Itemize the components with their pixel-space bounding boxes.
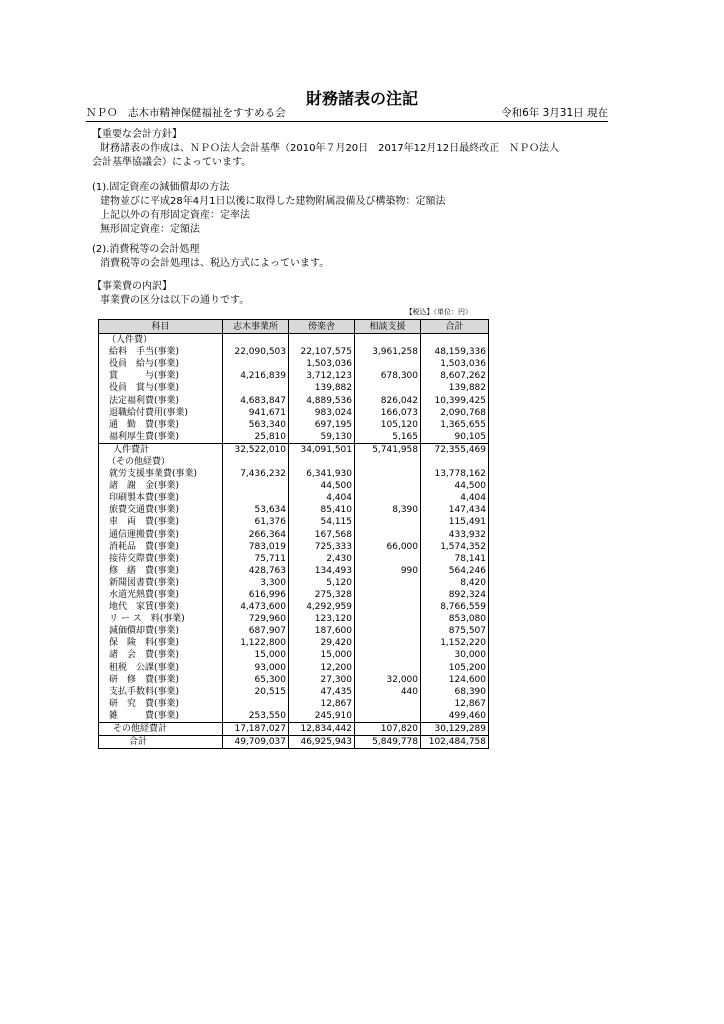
cell-value: 5,849,778	[355, 736, 421, 749]
cell-value: 22,107,575	[289, 346, 355, 358]
table-row	[99, 394, 489, 406]
cell-value: 29,420	[289, 637, 355, 649]
cell-value	[355, 698, 421, 710]
cell-value: 253,550	[223, 710, 289, 723]
cell-value: 75,711	[223, 553, 289, 565]
table-row	[99, 541, 489, 553]
cell-value	[223, 698, 289, 710]
tax-section	[92, 243, 329, 271]
cell-value	[223, 480, 289, 492]
policy-line-2: 会計基準協議会）によっています。	[92, 157, 252, 168]
cell-value	[421, 456, 489, 468]
row-label: リ ー ス 料(事業)	[99, 613, 223, 625]
column-header: 合計	[421, 320, 489, 334]
as-of-date: 令和6年 3月31日 現在	[501, 107, 608, 119]
cell-value: 616,996	[223, 589, 289, 601]
cell-value: 44,500	[289, 480, 355, 492]
cell-value	[223, 334, 289, 347]
cell-value: 433,932	[421, 529, 489, 541]
row-label: 合計	[99, 736, 223, 749]
table-row	[99, 625, 489, 637]
row-label: 通 勤 費(事業)	[99, 419, 223, 431]
cell-value: 1,122,800	[223, 637, 289, 649]
cell-value: 66,000	[355, 541, 421, 553]
cell-value: 8,607,262	[421, 370, 489, 382]
table-row	[99, 553, 489, 565]
cell-value: 678,300	[355, 370, 421, 382]
cell-value: 166,073	[355, 407, 421, 419]
cell-value: 61,376	[223, 516, 289, 528]
table-row	[99, 589, 489, 601]
cell-value	[355, 625, 421, 637]
cell-value: 53,634	[223, 504, 289, 516]
cell-value: 428,763	[223, 565, 289, 577]
column-header: 科目	[99, 320, 223, 334]
cell-value	[355, 637, 421, 649]
table-row	[99, 382, 489, 394]
cell-value: 275,328	[289, 589, 355, 601]
cell-value: 564,246	[421, 565, 489, 577]
cell-value: 4,216,839	[223, 370, 289, 382]
cell-value: 65,300	[223, 674, 289, 686]
row-label: 修 繕 費(事業)	[99, 565, 223, 577]
cell-value: 123,120	[289, 613, 355, 625]
row-label: 法定福利費(事業)	[99, 394, 223, 406]
cell-value	[355, 577, 421, 589]
cell-value: 5,165	[355, 431, 421, 444]
cell-value: 826,042	[355, 394, 421, 406]
row-label: 就労支援事業費(事業)	[99, 468, 223, 480]
cell-value: 563,340	[223, 419, 289, 431]
cell-value: 4,404	[421, 492, 489, 504]
table-row	[99, 492, 489, 504]
table-row	[99, 407, 489, 419]
policy-line-1: 財務諸表の作成は、ＮＰＯ法人会計基準（2010年７月20日 2017年12月12日最終改正 ＮＰＯ法人	[100, 143, 560, 154]
table-row	[99, 370, 489, 382]
cell-value: 4,473,600	[223, 601, 289, 613]
cell-value: 245,910	[289, 710, 355, 723]
cell-value	[355, 613, 421, 625]
row-label: 役員 給与(事業)	[99, 358, 223, 370]
cell-value: 4,683,847	[223, 394, 289, 406]
row-label: 旅費交通費(事業)	[99, 504, 223, 516]
cell-value: 499,460	[421, 710, 489, 723]
cell-value: 1,503,036	[289, 358, 355, 370]
cell-value: 107,820	[355, 723, 421, 736]
cell-value	[289, 456, 355, 468]
cell-value: 115,491	[421, 516, 489, 528]
cell-value	[223, 382, 289, 394]
expenses-section	[92, 280, 249, 308]
row-label: 接待交際費(事業)	[99, 553, 223, 565]
cell-value: 20,515	[223, 686, 289, 698]
cell-value: 13,778,162	[421, 468, 489, 480]
cell-value	[421, 334, 489, 347]
cell-value: 12,834,442	[289, 723, 355, 736]
cell-value: 12,867	[289, 698, 355, 710]
cell-value	[355, 589, 421, 601]
table-row	[99, 710, 489, 723]
cell-value: 25,810	[223, 431, 289, 444]
row-label: 雑 費(事業)	[99, 710, 223, 723]
row-label: 研 究 費(事業)	[99, 698, 223, 710]
table-row	[99, 346, 489, 358]
row-label: 福利厚生費(事業)	[99, 431, 223, 444]
cell-value: 1,365,655	[421, 419, 489, 431]
cell-value: 8,390	[355, 504, 421, 516]
cell-value	[355, 492, 421, 504]
cell-value: 47,435	[289, 686, 355, 698]
row-label: 支払手数料(事業)	[99, 686, 223, 698]
cell-value: 5,741,958	[355, 443, 421, 456]
cell-value	[355, 649, 421, 661]
cell-value: 3,961,258	[355, 346, 421, 358]
cell-value	[223, 358, 289, 370]
row-label: 賞 与(事業)	[99, 370, 223, 382]
cell-value: 30,129,289	[421, 723, 489, 736]
table-row	[99, 419, 489, 431]
cell-value: 2,430	[289, 553, 355, 565]
cell-value	[355, 334, 421, 347]
cell-value: 687,907	[223, 625, 289, 637]
row-label: その他経費計	[99, 723, 223, 736]
cell-value: 15,000	[223, 649, 289, 661]
row-label: 退職給付費用(事業)	[99, 407, 223, 419]
cell-value	[355, 358, 421, 370]
table-row	[99, 674, 489, 686]
cell-value: 5,120	[289, 577, 355, 589]
tax-line: 消費税等の会計処理は、税込方式によっています。	[100, 258, 330, 269]
cell-value: 22,090,503	[223, 346, 289, 358]
table-row	[99, 637, 489, 649]
cell-value: 7,436,232	[223, 468, 289, 480]
fixed-assets-section	[92, 181, 445, 237]
table-row	[99, 649, 489, 661]
row-label: 給料 手当(事業)	[99, 346, 223, 358]
cell-value: 4,889,536	[289, 394, 355, 406]
unit-note: 【税込】（単位：円）	[405, 308, 472, 316]
table-row	[99, 723, 489, 736]
table-row	[99, 443, 489, 456]
cell-value: 12,867	[421, 698, 489, 710]
cell-value: 6,341,930	[289, 468, 355, 480]
table-row	[99, 736, 489, 749]
table-row	[99, 468, 489, 480]
cell-value	[223, 492, 289, 504]
table-row	[99, 577, 489, 589]
row-label: 租税 公課(事業)	[99, 662, 223, 674]
column-header: 傍楽舎	[289, 320, 355, 334]
cell-value: 1,574,352	[421, 541, 489, 553]
cell-value	[289, 334, 355, 347]
cell-value: 93,000	[223, 662, 289, 674]
cell-value: 44,500	[421, 480, 489, 492]
fixed-assets-heading: (1).固定資産の減価償却の方法	[92, 182, 230, 193]
cell-value: 85,410	[289, 504, 355, 516]
row-label: 諸 会 費(事業)	[99, 649, 223, 661]
cell-value	[223, 456, 289, 468]
column-header: 志木事業所	[223, 320, 289, 334]
cell-value: 78,141	[421, 553, 489, 565]
cell-value: 134,493	[289, 565, 355, 577]
cell-value	[355, 516, 421, 528]
row-label: 水道光熱費(事業)	[99, 589, 223, 601]
row-label: 保 険 料(事業)	[99, 637, 223, 649]
table-row	[99, 504, 489, 516]
table-row	[99, 686, 489, 698]
cell-value: 729,960	[223, 613, 289, 625]
cell-value	[355, 382, 421, 394]
cell-value: 10,399,425	[421, 394, 489, 406]
column-header: 相談支援	[355, 320, 421, 334]
table-row	[99, 601, 489, 613]
row-label: 消耗品 費(事業)	[99, 541, 223, 553]
fixed-assets-line-1: 建物並びに平成28年4月1日以後に取得した建物附属設備及び構築物：定額法	[100, 196, 446, 207]
table-row	[99, 334, 489, 347]
cell-value: 8,766,559	[421, 601, 489, 613]
cell-value: 17,187,027	[223, 723, 289, 736]
cell-value: 983,024	[289, 407, 355, 419]
row-label: 新聞図書費(事業)	[99, 577, 223, 589]
row-label: 通信運搬費(事業)	[99, 529, 223, 541]
row-label: （その他経費）	[99, 456, 223, 468]
cell-value: 32,000	[355, 674, 421, 686]
cell-value: 4,292,959	[289, 601, 355, 613]
policy-heading: 【重要な会計方針】	[92, 129, 182, 140]
table-row	[99, 480, 489, 492]
expenses-heading: 【事業費の内訳】	[92, 281, 172, 292]
cell-value: 139,882	[289, 382, 355, 394]
cell-value: 68,390	[421, 686, 489, 698]
row-label: 人件費計	[99, 443, 223, 456]
cell-value: 48,159,336	[421, 346, 489, 358]
cell-value: 46,925,943	[289, 736, 355, 749]
cell-value: 697,195	[289, 419, 355, 431]
table-row	[99, 698, 489, 710]
cell-value: 440	[355, 686, 421, 698]
expenses-line: 事業費の区分は以下の通りです。	[100, 295, 250, 306]
cell-value	[355, 529, 421, 541]
cell-value: 105,200	[421, 662, 489, 674]
cell-value: 147,434	[421, 504, 489, 516]
cell-value: 124,600	[421, 674, 489, 686]
table-row	[99, 456, 489, 468]
table-row	[99, 613, 489, 625]
cell-value: 54,115	[289, 516, 355, 528]
table-row	[99, 516, 489, 528]
table-header-row	[99, 320, 489, 334]
cell-value: 1,503,036	[421, 358, 489, 370]
row-label: 研 修 費(事業)	[99, 674, 223, 686]
cell-value: 49,709,037	[223, 736, 289, 749]
organization-name: ＮＰＯ 志木市精神保健福祉をすすめる会	[86, 107, 286, 119]
cell-value: 90,105	[421, 431, 489, 444]
cell-value: 12,200	[289, 662, 355, 674]
cell-value: 187,600	[289, 625, 355, 637]
cell-value: 725,333	[289, 541, 355, 553]
cell-value	[355, 601, 421, 613]
fixed-assets-line-3: 無形固定資産：定額法	[100, 224, 200, 235]
cell-value: 892,324	[421, 589, 489, 601]
cell-value: 3,300	[223, 577, 289, 589]
cell-value	[355, 468, 421, 480]
cell-value	[355, 480, 421, 492]
cell-value: 34,091,501	[289, 443, 355, 456]
cell-value: 72,355,469	[421, 443, 489, 456]
table-row	[99, 565, 489, 577]
cell-value	[355, 662, 421, 674]
cell-value	[355, 553, 421, 565]
table-row	[99, 529, 489, 541]
cell-value: 1,152,220	[421, 637, 489, 649]
row-label: 地代 家賃(事業)	[99, 601, 223, 613]
cell-value	[355, 710, 421, 723]
header-line	[86, 107, 608, 122]
cell-value: 990	[355, 565, 421, 577]
cell-value: 266,364	[223, 529, 289, 541]
cell-value: 4,404	[289, 492, 355, 504]
row-label: （人件費）	[99, 334, 223, 347]
row-label: 諸 謝 金(事業)	[99, 480, 223, 492]
row-label: 減価償却費(事業)	[99, 625, 223, 637]
cell-value: 783,019	[223, 541, 289, 553]
cell-value: 30,000	[421, 649, 489, 661]
cell-value: 3,712,123	[289, 370, 355, 382]
cell-value: 167,568	[289, 529, 355, 541]
cell-value: 27,300	[289, 674, 355, 686]
tax-heading: (2).消費税等の会計処理	[92, 244, 200, 255]
expense-table	[98, 319, 489, 749]
policy-section	[92, 128, 559, 170]
cell-value: 853,080	[421, 613, 489, 625]
cell-value: 875,507	[421, 625, 489, 637]
cell-value: 15,000	[289, 649, 355, 661]
table-row	[99, 431, 489, 444]
page-title: 財務諸表の注記	[305, 89, 418, 108]
cell-value: 8,420	[421, 577, 489, 589]
table-row	[99, 358, 489, 370]
cell-value: 59,130	[289, 431, 355, 444]
cell-value: 32,522,010	[223, 443, 289, 456]
row-label: 車 両 費(事業)	[99, 516, 223, 528]
cell-value: 105,120	[355, 419, 421, 431]
cell-value: 102,484,758	[421, 736, 489, 749]
row-label: 役員 賞与(事業)	[99, 382, 223, 394]
row-label: 印刷製本費(事業)	[99, 492, 223, 504]
cell-value: 941,671	[223, 407, 289, 419]
fixed-assets-line-2: 上記以外の有形固定資産：定率法	[100, 210, 250, 221]
table-row	[99, 662, 489, 674]
cell-value	[355, 456, 421, 468]
cell-value: 139,882	[421, 382, 489, 394]
cell-value: 2,090,768	[421, 407, 489, 419]
